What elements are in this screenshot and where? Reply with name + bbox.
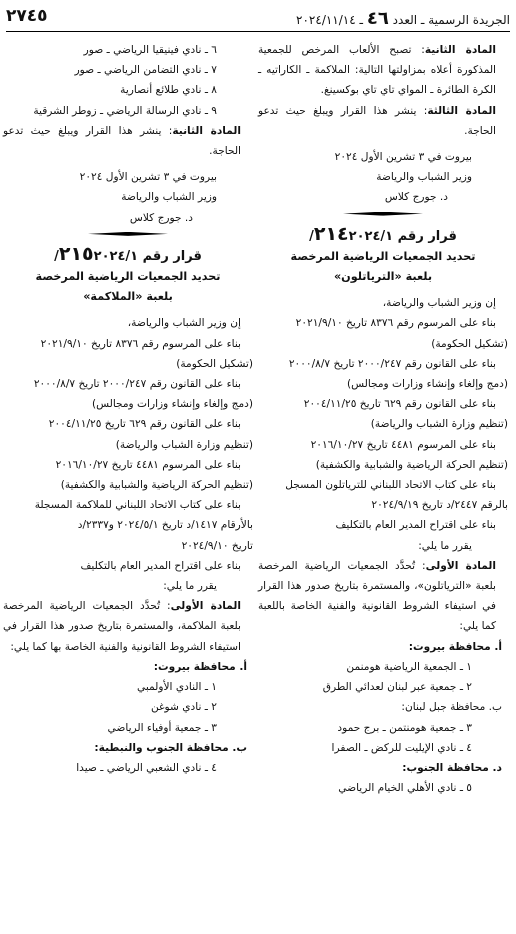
basis-line: بناء على المرسوم رقم ٨٣٧٦ تاريخ ٢٠٢١/٩/١٠ (40, 337, 241, 350)
basis-line: (تشكيل الحكومة) (431, 337, 508, 350)
article-1-label: المادة الأولى (170, 600, 241, 613)
left-column (3, 40, 253, 778)
intro-line: إن وزير الشباب والرياضة، (382, 297, 496, 310)
minister-name: د. جورج كلاس (384, 191, 448, 204)
article-1-paragraph (258, 556, 508, 637)
article-2-paragraph (258, 40, 508, 101)
minister-title: وزير الشباب والرياضة (376, 171, 472, 184)
section-heading: د. محافظة الجنوب: (402, 761, 502, 774)
decision-subheading: بلعبة «الترياتلون» (333, 270, 433, 284)
list-item: ٣ ـ جمعية أوفياء الرياضي (107, 721, 217, 734)
decision-label: قرار رقم (397, 228, 457, 244)
decision-number: ٢١٤ (313, 222, 349, 245)
basis-line: بناء على القانون رقم ٢٠٠٠/٢٤٧ تاريخ ٢٠٠٠/٨/٧ (288, 357, 496, 370)
section-heading: أ. محافظة بيروت: (408, 640, 502, 653)
list-item: ٤ ـ نادي الإيليت للركض ـ الصفرا (331, 741, 472, 754)
decision-number: ٢١٥ (58, 242, 94, 265)
article-3-text: : ينشر هذا القرار ويبلغ حيث تدعو الحاجة. (258, 104, 496, 137)
basis-line: (تنظيم الحركة الرياضية والشبابية والكشفية) (315, 458, 508, 471)
intro-line: إن وزير الشباب والرياضة، (127, 317, 241, 330)
right-column (258, 40, 508, 798)
page-number: ٢٧٤٥ (6, 6, 48, 26)
decides-line: يقرر ما يلي: (163, 580, 217, 593)
list-item: ٨ ـ نادي طلائع أنصارية (120, 84, 217, 97)
place-date: بيروت في ٣ تشرين الأول ٢٠٢٤ (79, 171, 217, 184)
decision-title-215 (3, 244, 253, 267)
list-item: ٢ ـ جمعية عبر لبنان لعدائي الطرق (322, 681, 472, 694)
basis-line: تاريخ ٢٠٢٤/٩/١٠ (181, 539, 253, 552)
article-2-text: : ينشر هذا القرار ويبلغ حيث تدعو الحاجة. (3, 124, 241, 158)
section-divider (258, 208, 508, 220)
basis-line: بناء على كتاب الاتحاد اللبناني للترياتلون المسجل (285, 479, 496, 492)
basis-line: بناء على القانون رقم ٦٢٩ تاريخ ٢٠٠٤/١١/٢٥ (48, 418, 241, 431)
page-header (6, 6, 510, 30)
article-2-text: : تصبح الألعاب المرخص للجمعية المذكورة أعلاه بمزاولتها التالية: الملاكمة ـ الكاراتيه ـ الكرة الطائرة ـ المواي تاي تاي بوكسينغ. (258, 44, 496, 97)
list-item: ٥ ـ نادي الأهلي الخيام الرياضي (338, 782, 472, 795)
basis-line: (تنظيم وزارة الشباب والرياضة) (115, 438, 253, 451)
article-3-label: المادة الثالثة (427, 104, 496, 117)
decision-year: ٢٠٢٤/١/ (54, 248, 139, 264)
issue-number: ٤٦ (366, 8, 389, 29)
list-item: ٦ ـ نادي فينيقيا الرياضي ـ صور (83, 44, 217, 56)
decides-line: يقرر ما يلي: (418, 539, 472, 552)
gazette-title: الجريدة الرسمية ـ العدد (392, 13, 510, 27)
header-title-line (296, 8, 510, 29)
section-heading: ب. محافظة جبل لبنان: (401, 701, 502, 714)
article-1-text: : تُحدَّد الجمعيات الرياضية المرخصة بلعبة «الترياتلون»، والمستمرة بتاريخ صدور هذا القرار في استيفاء الشروط القانونية والفنية الخاصة باللعبة كما يلي: (258, 559, 496, 633)
section-heading: أ. محافظة بيروت: (153, 660, 247, 673)
list-item: ٣ ـ جمعية هومنتمن ـ برج حمود (337, 721, 472, 734)
basis-line: بناء على اقتراح المدير العام بالتكليف (335, 519, 496, 532)
article-2-label: المادة الثانية (424, 44, 496, 56)
basis-line: بناء على المرسوم ٤٤٨١ تاريخ ٢٠١٦/١٠/٢٧ (310, 438, 496, 451)
article-3-paragraph (258, 101, 508, 141)
decision-label: قرار رقم (142, 248, 202, 264)
basis-line: (تنظيم وزارة الشباب والرياضة) (370, 418, 508, 431)
basis-line: بالرقم ٢٤٤٧/د تاريخ ٢٠٢٤/٩/١٩ (371, 499, 508, 512)
decision-subheading: بلعبة «الملاكمة» (83, 290, 173, 304)
decision-heading: تحديد الجمعيات الرياضية المرخصة (290, 249, 476, 263)
article-1-label: المادة الأولى (425, 559, 496, 572)
list-item: ٩ ـ نادي الرسالة الرياضي ـ زوطر الشرقية (33, 104, 217, 117)
basis-line: بناء على القانون رقم ٦٢٩ تاريخ ٢٠٠٤/١١/٢٥ (303, 398, 496, 411)
list-item: ٢ ـ نادي شوغن (150, 701, 217, 714)
decision-title-214 (258, 224, 508, 247)
article-1-paragraph (3, 596, 253, 657)
basis-line: (دمج وإلغاء وإنشاء وزارات ومجالس) (346, 378, 508, 391)
decision-heading: تحديد الجمعيات الرياضية المرخصة (35, 270, 221, 284)
article-2-label: المادة الثانية (172, 124, 241, 137)
article-1-text: : تُحدَّد الجمعيات الرياضية المرخصة بلعبة الملاكمة، والمستمرة بتاريخ صدور هذا القرار في استيفاء الشروط القانونية والفنية الخاصة بها كما يلي: (3, 600, 241, 653)
article-2-paragraph (3, 121, 253, 161)
list-item: ٧ ـ نادي التضامن الرياضي ـ صور (74, 64, 217, 77)
decision-year: ٢٠٢٤/١/ (309, 228, 394, 244)
basis-line: (دمج وإلغاء وإنشاء وزارات ومجالس) (91, 398, 253, 411)
header-rule (6, 31, 510, 32)
basis-line: (تشكيل الحكومة) (176, 357, 253, 370)
basis-line: بناء على القانون رقم ٢٠٠٠/٢٤٧ تاريخ ٢٠٠٠/٨/٧ (33, 378, 241, 391)
basis-line: بالأرقام ١٤١٧/د تاريخ ٢٠٢٤/٥/١ و٢٣٣٧/د (77, 519, 253, 532)
minister-name: د. جورج كلاس (129, 211, 193, 224)
list-item: ١ ـ الجمعية الرياضية هومنمن (346, 660, 472, 673)
list-item: ١ ـ النادي الأولمبي (137, 681, 217, 694)
list-item: ٤ ـ نادي الشعبي الرياضي ـ صيدا (76, 761, 217, 774)
basis-line: بناء على المرسوم ٤٤٨١ تاريخ ٢٠١٦/١٠/٢٧ (55, 458, 241, 471)
section-divider (3, 228, 253, 240)
basis-line: (تنظيم الحركة الرياضية والشبابية والكشفية) (60, 479, 253, 492)
issue-date: ـ ٢٠٢٤/١١/١٤ (296, 13, 364, 27)
basis-line: بناء على المرسوم رقم ٨٣٧٦ تاريخ ٢٠٢١/٩/١٠ (295, 317, 496, 330)
place-date: بيروت في ٣ تشرين الأول ٢٠٢٤ (334, 151, 472, 164)
basis-line: بناء على اقتراح المدير العام بالتكليف (80, 559, 241, 572)
minister-title: وزير الشباب والرياضة (121, 191, 217, 204)
basis-line: بناء على كتاب الاتحاد اللبناني للملاكمة المسجلة (34, 499, 241, 512)
section-heading: ب. محافظة الجنوب والنبطية: (94, 741, 247, 754)
